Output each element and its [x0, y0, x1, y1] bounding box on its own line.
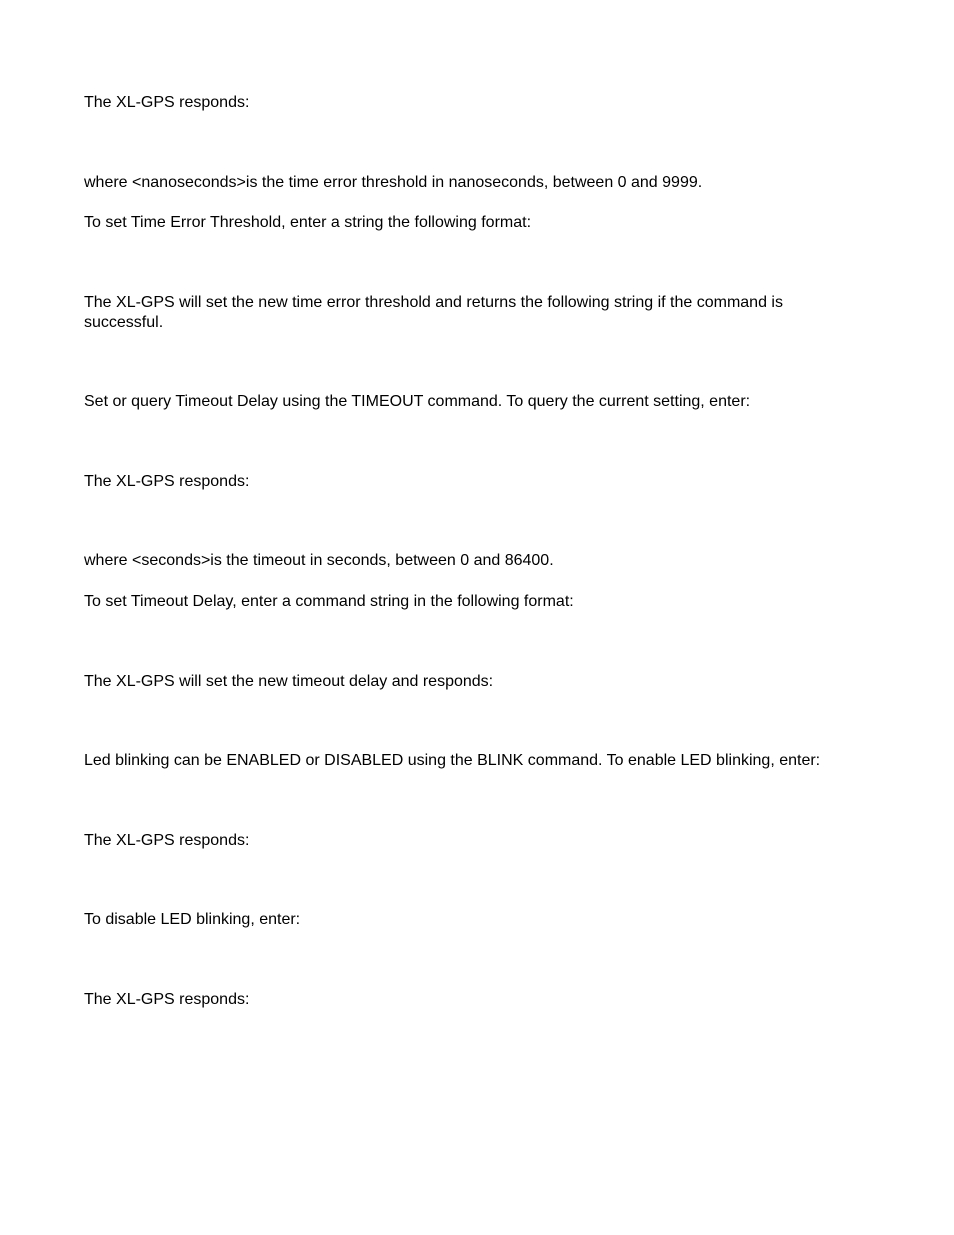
paragraph-nanoseconds-definition: where <nanoseconds>is the time error threshold in nanoseconds, between 0 and 9999.: [84, 174, 703, 191]
paragraph-responds-3: The XL-GPS responds:: [84, 832, 250, 849]
paragraph-threshold-set-response: The XL-GPS will set the new time error threshold and returns the following string if the command is successful.: [84, 294, 783, 331]
paragraph-seconds-definition: where <seconds>is the timeout in seconds, between 0 and 86400.: [84, 552, 554, 569]
paragraph-responds-2: The XL-GPS responds:: [84, 473, 250, 490]
paragraph-timeout-set-response: The XL-GPS will set the new timeout delay and responds:: [84, 673, 494, 690]
paragraph-blink-disable: To disable LED blinking, enter:: [84, 911, 301, 928]
paragraph-blink-enable: Led blinking can be ENABLED or DISABLED using the BLINK command. To enable LED blinking, enter:: [84, 752, 821, 769]
paragraph-set-timeout: To set Timeout Delay, enter a command string in the following format:: [84, 593, 574, 610]
paragraph-set-threshold: To set Time Error Threshold, enter a string the following format:: [84, 214, 532, 231]
paragraph-timeout-query: Set or query Timeout Delay using the TIMEOUT command. To query the current setting, enter:: [84, 393, 751, 410]
paragraph-responds-4: The XL-GPS responds:: [84, 991, 250, 1008]
paragraph-responds-1: The XL-GPS responds:: [84, 94, 250, 111]
